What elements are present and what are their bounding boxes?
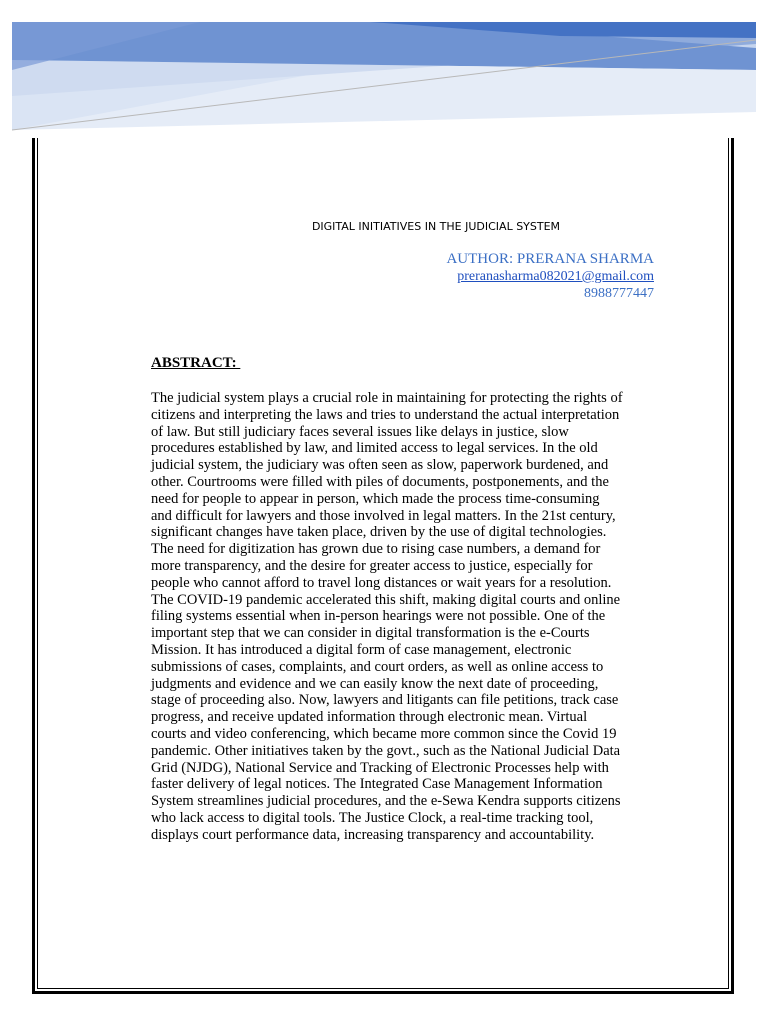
abstract-line: pandemic. Other initiatives taken by the govt., such as the National Judicial Data [151,742,621,759]
abstract-line: people who cannot afford to travel long distances or wait years for a resolution. [151,574,612,591]
author-name: AUTHOR: PRERANA SHARMA [446,251,654,267]
abstract-line: displays court performance data, increasing transparency and accountability. [151,826,595,843]
author-block [446,251,654,302]
abstract-line: filing systems essential when in-person hearings were not possible. One of the [151,608,606,625]
abstract-line: significant changes have taken place, driven by the use of digital technologies. [151,524,607,541]
header-banner [0,0,768,140]
abstract-line: The need for digitization has grown due to rising case numbers, a demand for [151,541,601,558]
abstract-line: faster delivery of legal notices. The Integrated Case Management Information [151,776,603,793]
document-title: DIGITAL INITIATIVES IN THE JUDICIAL SYSTEM [311,220,561,233]
abstract-line: important step that we can consider in digital transformation is the e-Courts [151,625,590,642]
abstract-line: progress, and receive updated information through electronic mean. Virtual [151,709,588,726]
abstract-line: The judicial system plays a crucial role in maintaining for protecting the rights of [151,390,623,406]
abstract-line: procedures established by law, and limited access to legal services. In the old [151,440,598,457]
abstract-line: of law. But still judiciary faces several issues like delays in justice, slow [151,423,569,440]
abstract-line: System streamlines judicial procedures, and the e-Sewa Kendra supports citizens [151,793,621,810]
abstract-line: submissions of cases, complaints, and court orders, as well as online access to [151,658,604,675]
abstract-line: who lack access to digital tools. The Justice Clock, a real-time tracking tool, [151,809,594,826]
author-phone: 8988777447 [584,286,654,301]
abstract-line: citizens and interpreting the laws and tries to understand the actual interpretation [151,406,620,423]
abstract-line: more transparency, and the desire for greater access to justice, especially for [151,557,593,574]
abstract-body [151,390,656,844]
author-email-link[interactable]: preranasharma082021@gmail.com [457,269,654,284]
abstract-line: Grid (NJDG), National Service and Tracking of Electronic Processes help with [151,759,609,776]
abstract-line: Mission. It has introduced a digital form of case management, electronic [151,641,572,658]
abstract-line: judicial system, the judiciary was often seen as slow, paperwork burdened, and [151,457,609,474]
abstract-line: need for people to appear in person, which made the process time-consuming [151,490,600,507]
abstract-line: courts and video conferencing, which became more common since the Covid 19 [151,725,617,742]
abstract-heading: ABSTRACT: [151,355,241,371]
abstract-line: judgments and evidence and we can easily know the next date of proceeding, [151,675,599,692]
abstract-line: other. Courtrooms were filled with piles of documents, postponements, and the [151,473,609,490]
abstract-line: stage of proceeding also. Now, lawyers and litigants can file petitions, track case [151,692,619,709]
abstract-line: The COVID-19 pandemic accelerated this shift, making digital courts and online [151,591,621,608]
abstract-line: and difficult for lawyers and those involved in legal matters. In the 21st century, [151,507,616,524]
